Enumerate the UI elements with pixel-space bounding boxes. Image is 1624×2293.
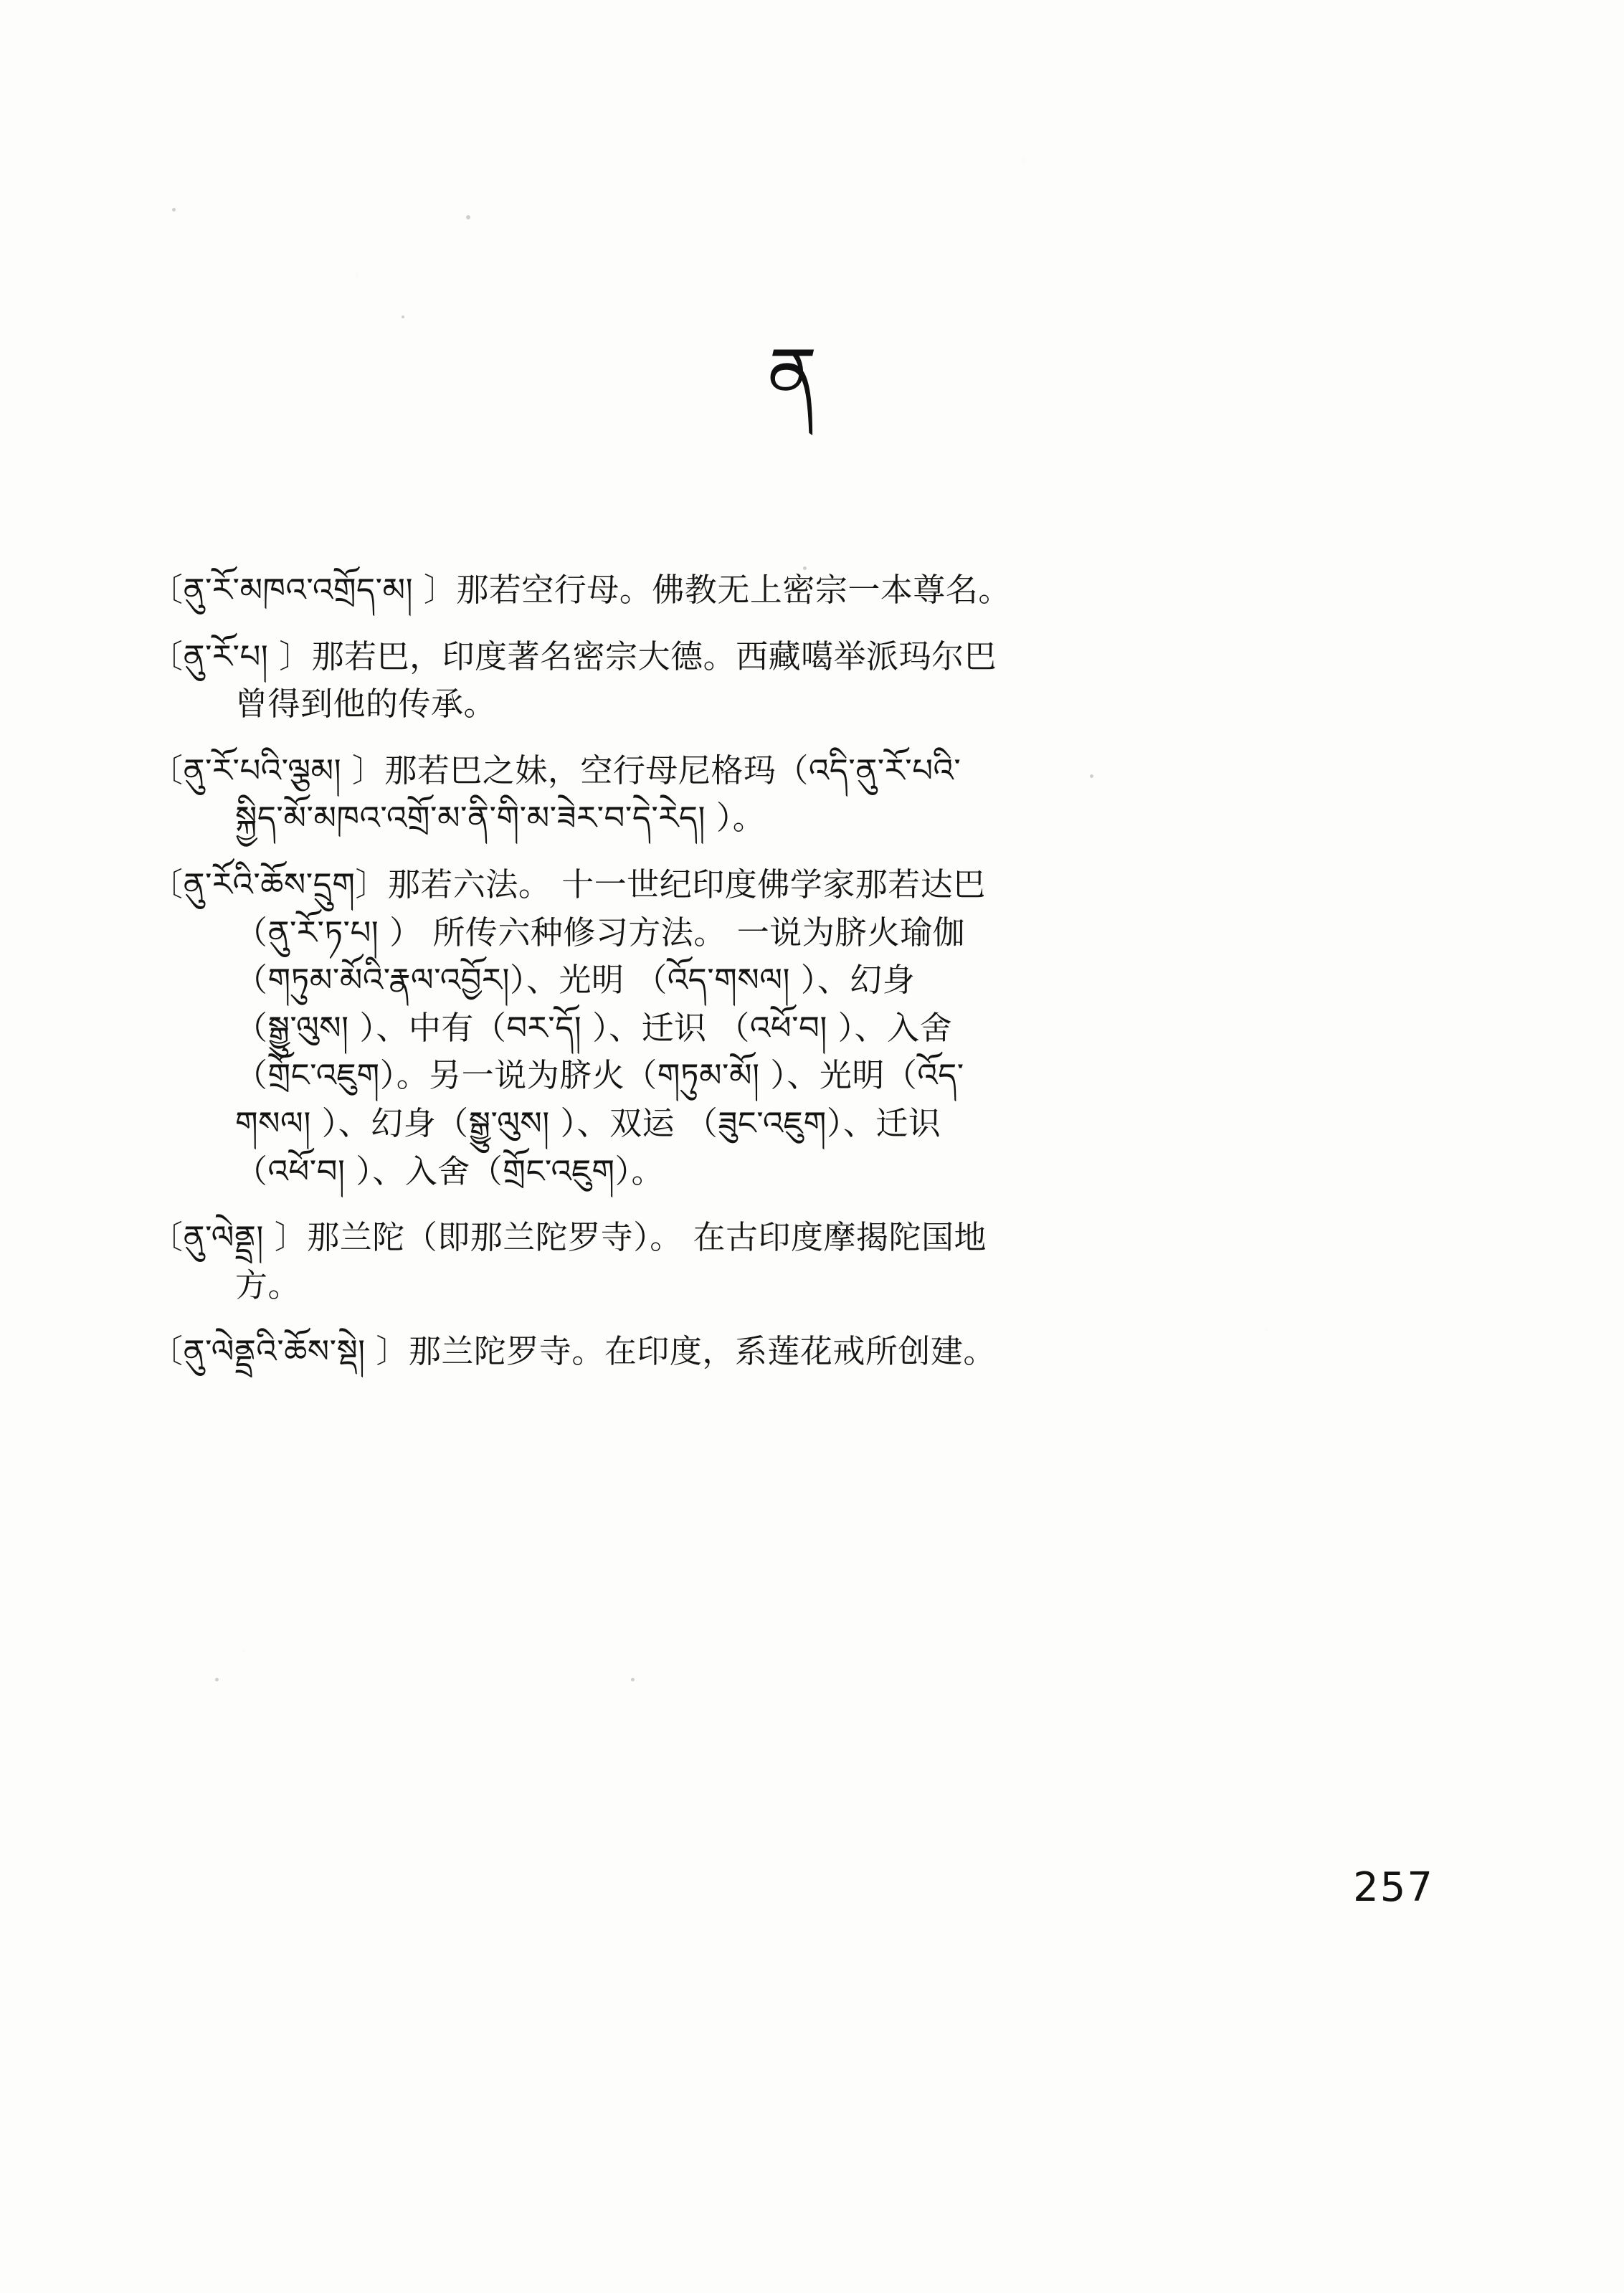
entry-line: （སྒྱུ་ལུས། ）、中有（བར་དོ། ）、迁识 （འཕོ་བ། ）、入舍 <box>235 1008 953 1047</box>
dictionary-entry <box>151 1214 1434 1309</box>
entry-line: 方。 <box>235 1266 301 1304</box>
entry-line: གསལ། ）、幻身（སྒྱུ་ལུས། ）、双运 （ཟུང་འཇུག）、迁识 <box>235 1103 941 1142</box>
dictionary-entry <box>151 1328 1434 1376</box>
dictionary-entry <box>151 861 1434 1195</box>
entry-line: 〔ནུ་རོའི་ཆོས་དྲུག〕那若六法。 十一世纪印度佛学家那若达巴 <box>151 865 986 903</box>
entry-line: （ནུ་རོ་ཏ་པ། ） 所传六种修习方法。 一说为脐火瑜伽 <box>235 913 966 951</box>
entry-line: 〔ནུ་རོ་པ། 〕那若巴，印度著名密宗大德。西藏噶举派玛尔巴 <box>151 637 997 675</box>
dictionary-entry <box>151 747 1434 842</box>
entry-line: 〔ནུ་ལེནྡྲའི་ཆོས་སྡེ། 〕那兰陀罗寺。在印度，系莲花戒所创建。 <box>151 1332 996 1371</box>
entry-line: 〔ནུ་རོ་མཁའ་འགྲོད་མ། 〕那若空行母。佛教无上密宗一本尊名。 <box>151 571 1011 609</box>
entry-line: （འཕོ་བ། ）、入舍（གྲོང་འཇུག）。 <box>235 1152 665 1190</box>
dictionary-entries <box>151 566 1434 1395</box>
dictionary-entry <box>151 633 1434 728</box>
page-header-glyph: ན <box>767 331 817 418</box>
entry-line: （གྲོང་འཇུག）。另一说为脐火（གཏུམ་མོ། ）、光明（འོད་ <box>235 1056 964 1095</box>
entry-line: （གཏུམ་མོའི་རྣལ་འབྱོར།）、光明 （འོད་གསལ། ）、幻身 <box>235 961 916 1000</box>
entry-line: སྐྱིད་མོ་མཁའ་འགྲོ་མ་ནི་གི་མ་ཟེར་བ་དེ་རེད། ）。 <box>235 799 766 837</box>
entry-line: 曾得到他的传承。 <box>235 685 497 723</box>
dictionary-entry <box>151 566 1434 614</box>
page-content <box>151 0 1434 2293</box>
entry-line: 〔ནུ་ལེནྡྲ། 〕那兰陀（即那兰陀罗寺）。 在古印度摩揭陀国地 <box>151 1218 987 1257</box>
entry-line: 〔ནུ་རོ་པའི་ལྕམ། 〕那若巴之妹，空行母尼格玛（འདི་ནུ་རོ་པའི་ <box>151 751 961 789</box>
page-number: 257 <box>1353 1864 1434 1911</box>
